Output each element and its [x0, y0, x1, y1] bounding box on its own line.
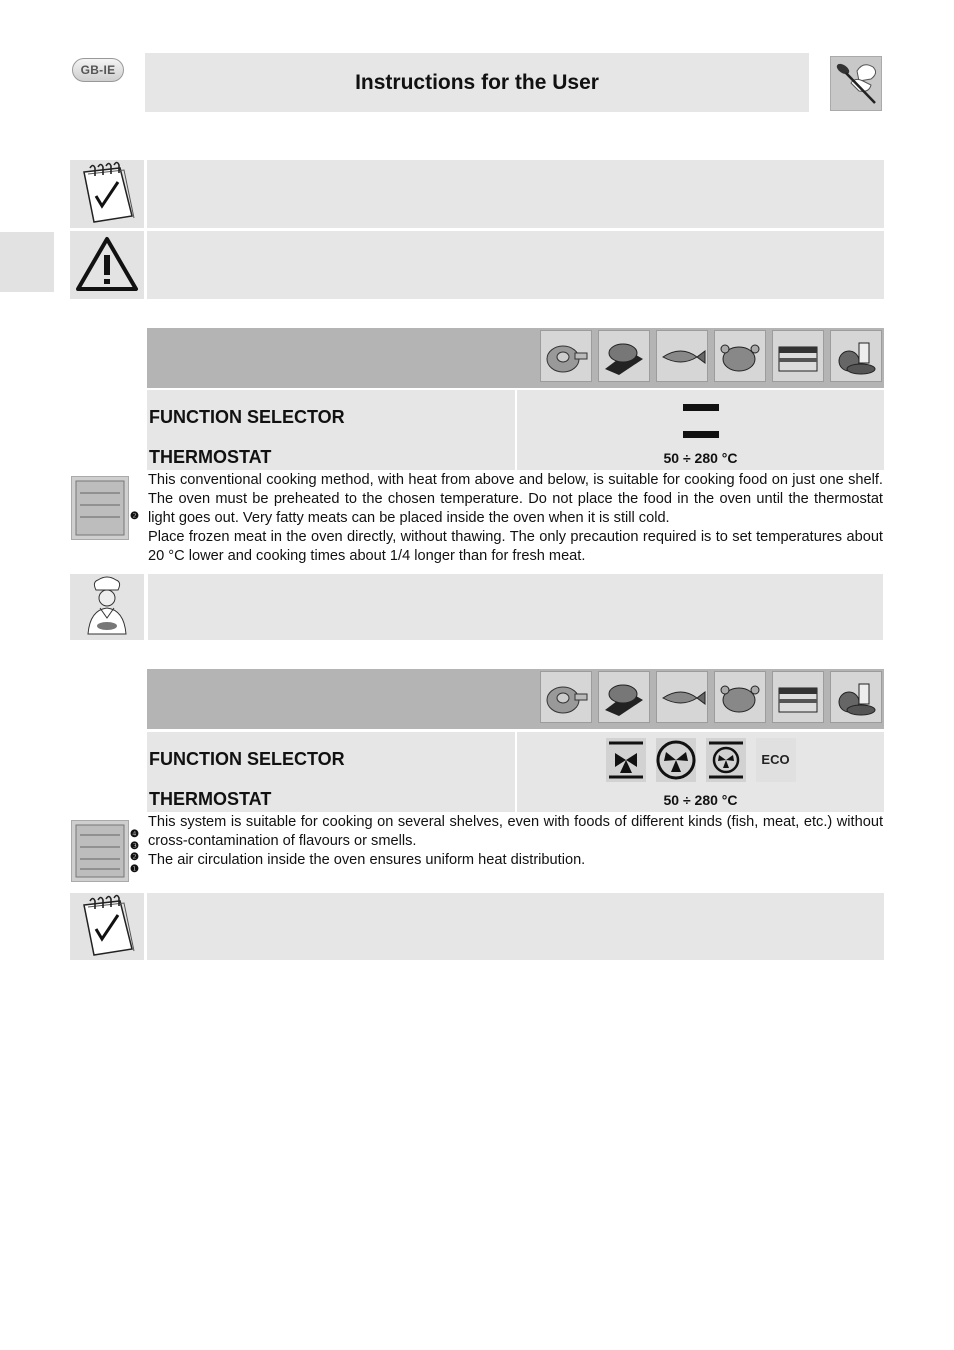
notepad-icon	[70, 160, 144, 228]
shelf-number: ❹	[130, 829, 139, 840]
fish-icon	[656, 671, 708, 723]
paragraph: This system is suitable for cooking on several shelves, even with foods of different kinds (fish, meat, etc.) without cross-contamination of flavours or smells.	[148, 814, 883, 849]
bread-icon	[598, 671, 650, 723]
function-symbols-fan	[517, 732, 884, 787]
chef-icon	[70, 574, 144, 640]
poultry-icon	[714, 330, 766, 382]
chef-icon-tile	[70, 574, 144, 640]
temperature-range: 50 ÷ 280 °C	[663, 791, 738, 808]
function-selector-label: FUNCTION SELECTOR	[147, 390, 515, 445]
shelf-numbers	[130, 829, 139, 875]
thermostat-label: THERMOSTAT	[147, 445, 515, 470]
food-icons-strip	[540, 330, 882, 382]
cake-icon	[772, 330, 824, 382]
section2-description	[148, 813, 883, 870]
eco-label: ECO	[761, 752, 790, 767]
paragraph: The air circulation inside the oven ensures uniform heat distribution.	[148, 852, 586, 868]
roast-icon	[540, 330, 592, 382]
shelf-number: ❶	[130, 863, 139, 875]
fan-circle-heat-icon	[706, 738, 746, 782]
chef-tip-box	[148, 574, 883, 640]
notepad-icon-tile	[70, 160, 144, 228]
top-bottom-heat-icon	[681, 397, 721, 439]
function-symbol-static	[517, 390, 884, 445]
temperature-range: 50 ÷ 280 °C	[663, 449, 738, 466]
note-box-bottom	[147, 893, 884, 960]
function-selector-label: FUNCTION SELECTOR	[147, 732, 515, 787]
eco-mode-icon	[756, 738, 796, 782]
fish-icon	[656, 330, 708, 382]
section2-header	[147, 669, 884, 729]
fan-with-heat-icon	[606, 738, 646, 782]
notepad-icon	[70, 893, 144, 960]
warning-icon-tile	[70, 231, 144, 299]
shelf-position-icon	[71, 476, 129, 540]
page-side-tab	[0, 232, 54, 292]
warning-box	[147, 231, 884, 299]
shelf-position-icon	[71, 820, 129, 882]
shelf-number: ❷	[130, 852, 139, 863]
chef-spoon-icon	[830, 56, 882, 111]
language-badge: GB-IE	[72, 58, 124, 82]
thermostat-range	[517, 787, 884, 812]
paragraph: Place frozen meat in the oven directly, without thawing. The only precaution required is to set temperatures about 20 °C lower and cooking times about 1/4 longer than for fresh meat.	[148, 529, 883, 564]
fan-circle-icon	[656, 738, 696, 782]
warning-triangle-icon	[70, 231, 144, 299]
note-box-top	[147, 160, 884, 228]
bread-icon	[598, 330, 650, 382]
thermostat-label: THERMOSTAT	[147, 787, 515, 812]
shelf-number: ❸	[130, 840, 139, 852]
section1-description	[148, 471, 883, 566]
page-title: Instructions for the User	[145, 53, 809, 112]
notepad-icon-tile	[70, 893, 144, 960]
shelf-number: ❷	[130, 511, 139, 522]
vegetables-icon	[830, 671, 882, 723]
food-icons-strip	[540, 671, 882, 723]
thermostat-range	[517, 445, 884, 470]
cake-icon	[772, 671, 824, 723]
poultry-icon	[714, 671, 766, 723]
vegetables-icon	[830, 330, 882, 382]
roast-icon	[540, 671, 592, 723]
paragraph: This conventional cooking method, with heat from above and below, is suitable for cooking food on just one shelf. The oven must be preheated to the chosen temperature. Do not place the food in the oven until the thermostat light goes out. Very fatty meats can be placed inside the oven when it is still cold.	[148, 472, 883, 526]
section1-header	[147, 328, 884, 388]
